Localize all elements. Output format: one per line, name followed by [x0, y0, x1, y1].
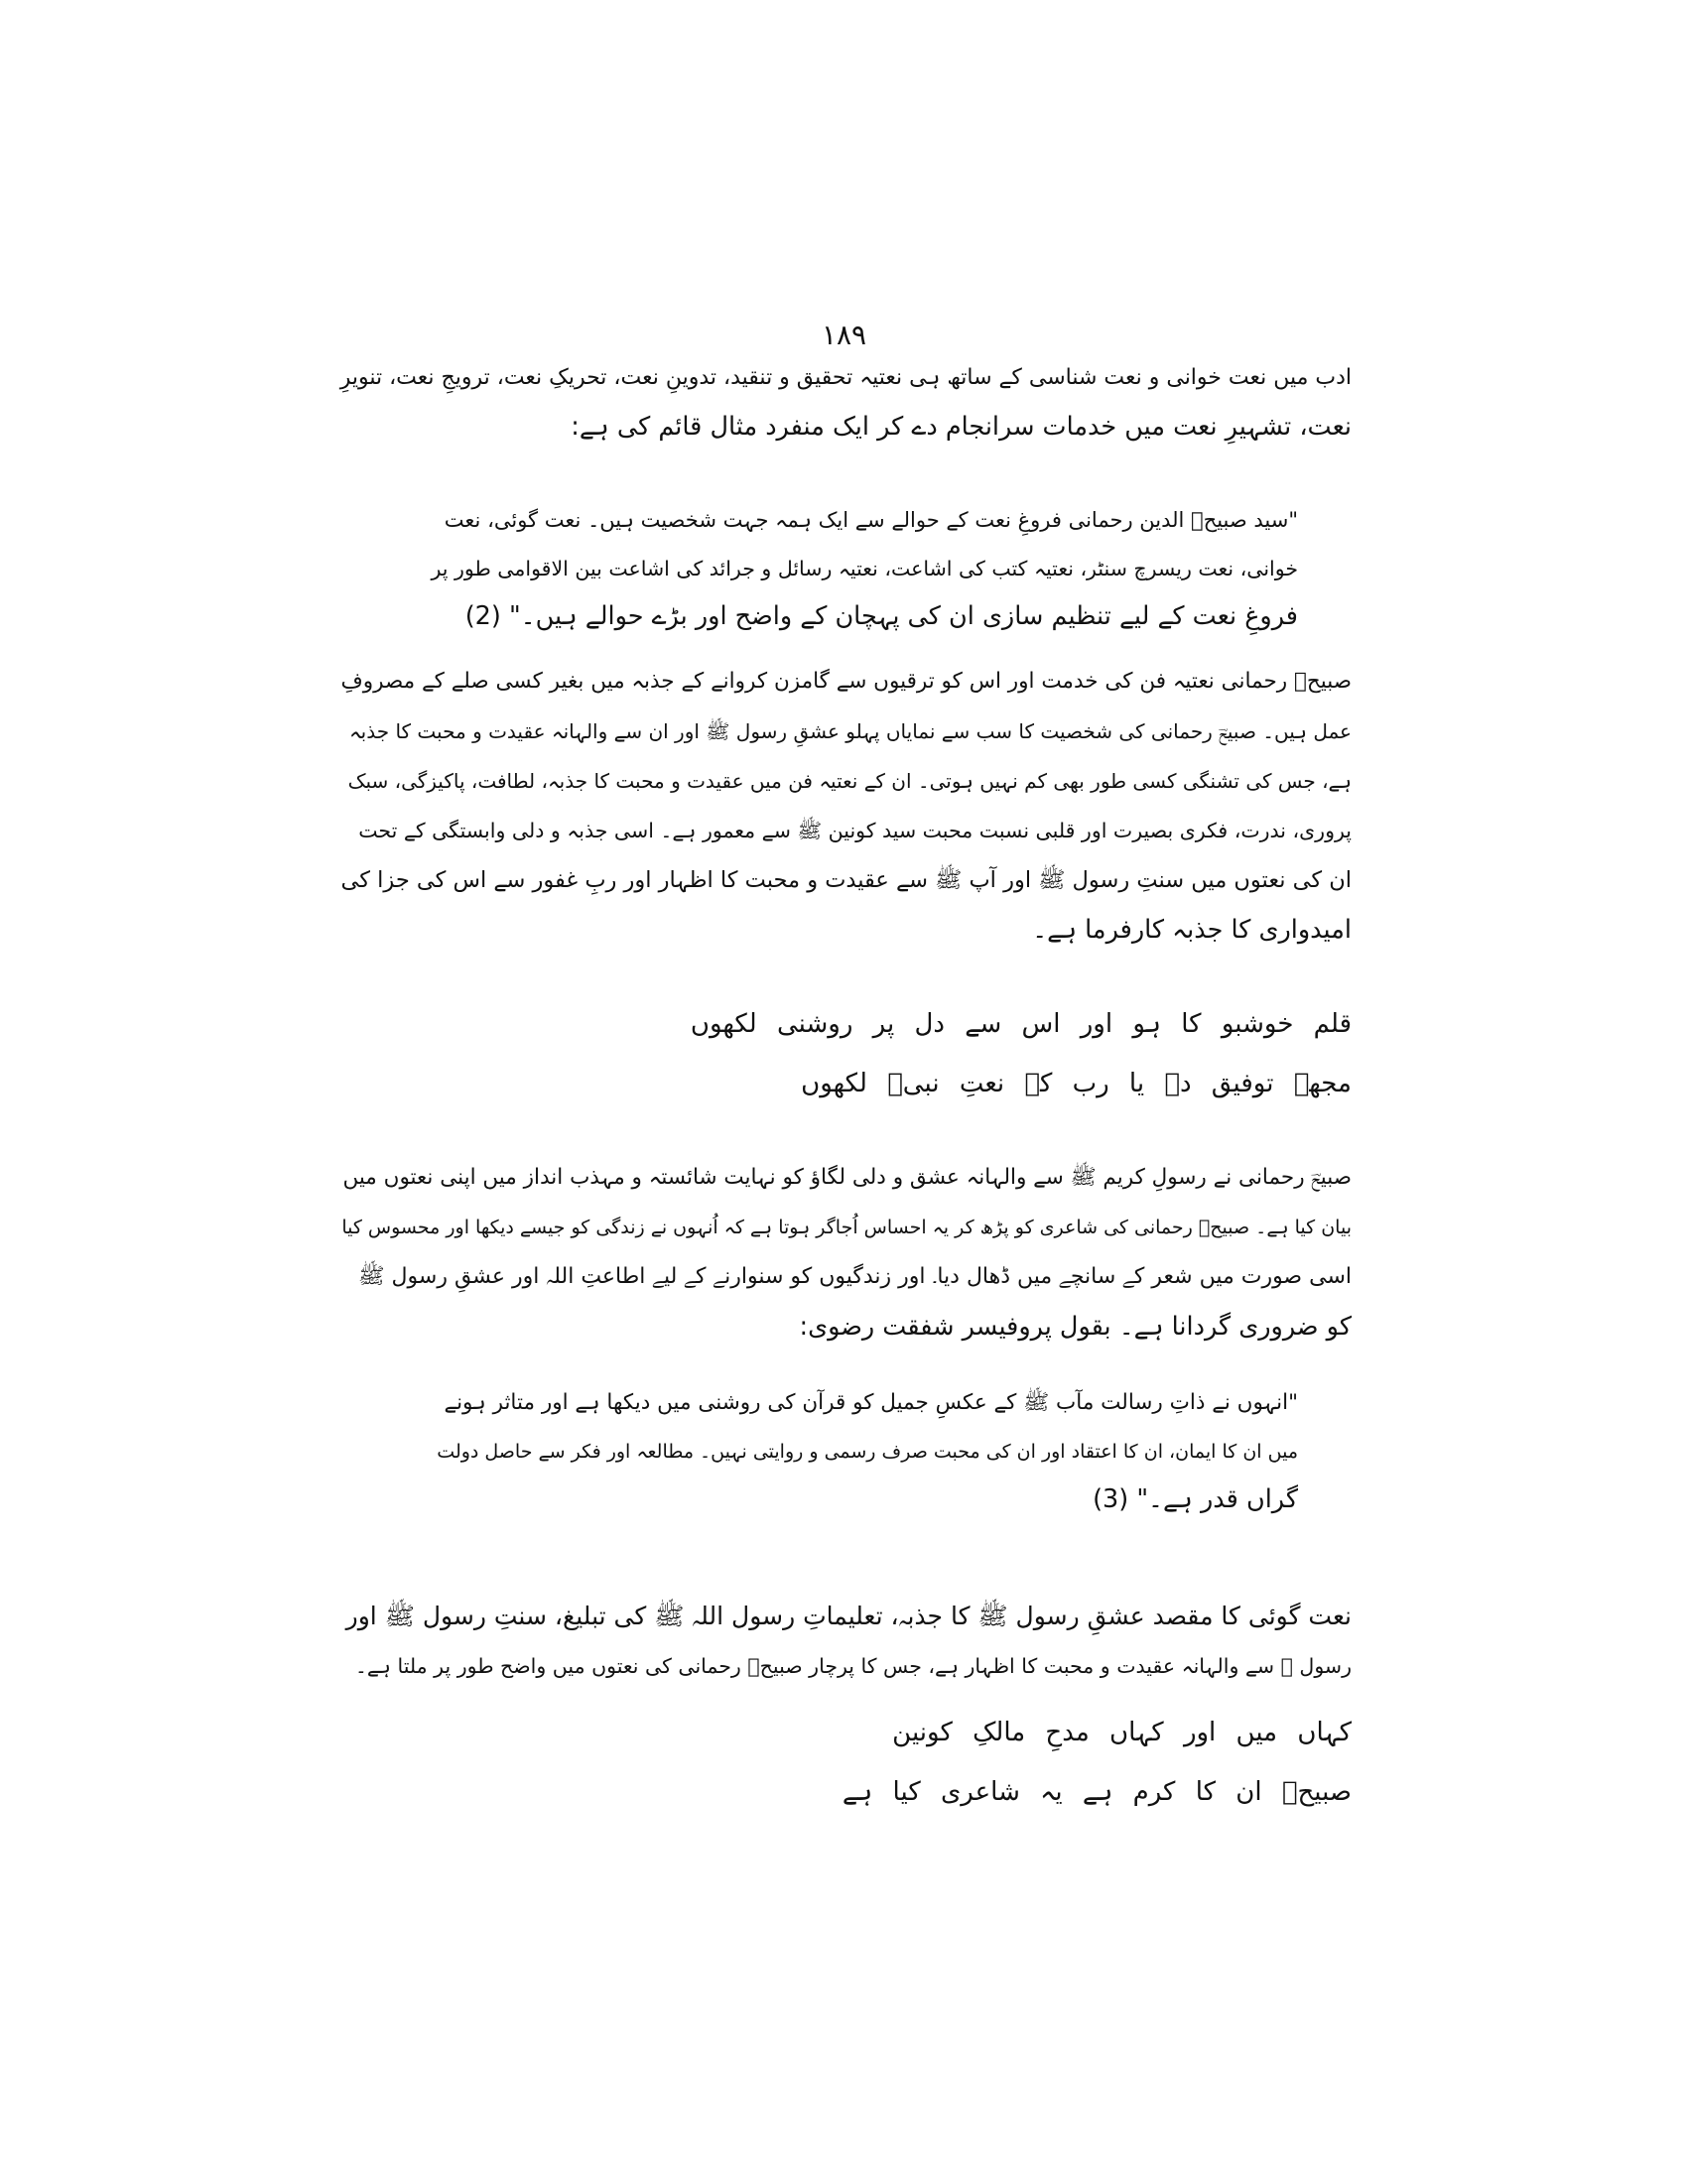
- page-number: ۱۸۹: [821, 319, 867, 351]
- paragraph-line: صبیحؔ رحمانی نعتیہ فن کی خدمت اور اس کو ترقیوں سے گامزن کروانے کے جذبہ میں بغیر کسی صلے کے مصروفِ: [340, 669, 1352, 694]
- paragraph-1: [337, 353, 1352, 451]
- paragraph-2: [337, 657, 1352, 955]
- paragraph-line: نعت، تشہیرِ نعت میں خدمات سرانجام دے کر ایک منفرد مثال قائم کی ہے:: [571, 411, 1352, 442]
- quote-line: میں ان کا ایمان، ان کا اعتقاد اور ان کی محبت صرف رسمی و روایتی نہیں۔ مطالعہ اور فکر سے حاصل دولت: [437, 1440, 1298, 1463]
- paragraph-line: پروری، ندرت، فکری بصیرت اور قلبی نسبت محبت سید کونین ﷺ سے معمور ہے۔ اسی جذبہ و دلی وابستگی کے تحت: [358, 819, 1352, 842]
- paragraph-line: نعت گوئی کا مقصد عشقِ رسول ﷺ کا جذبہ، تعلیماتِ رسول اللہ ﷺ کی تبلیغ، سنتِ رسول ﷺ اور: [345, 1602, 1352, 1630]
- verse-couplet-1: [337, 994, 1352, 1113]
- paragraph-line: امیدواری کا جذبہ کارفرما ہے۔: [1032, 915, 1352, 945]
- paragraph-line: صبیحؔ رحمانی نے رسولِ کریم ﷺ سے والہانہ عشق و دلی لگاؤ کو نہایت شائستہ و مہذب انداز میں اپنی نعتوں میں: [342, 1165, 1352, 1190]
- paragraph-line: کو ضروری گردانا ہے۔ بقول پروفیسر شفقت رضوی:: [799, 1312, 1352, 1342]
- paragraph-line: ادب میں نعت خوانی و نعت شناسی کے ساتھ ہی نعتیہ تحقیق و تنقید، تدوینِ نعت، تحریکِ نعت، ترویجِ نعت، تنویرِ: [339, 365, 1352, 390]
- paragraph-line: اسی صورت میں شعر کے سانچے میں ڈھال دیا۔ اور زندگیوں کو سنوارنے کے لیے اطاعتِ اللہ اور عشقِ رسول ﷺ: [357, 1264, 1352, 1289]
- quote-line: خوانی، نعت ریسرچ سنٹر، نعتیہ کتب کی اشاعت، نعتیہ رسائل و جرائد کی اشاعت بین الاقوامی طور پر: [431, 556, 1298, 580]
- quote-line: "سید صبیحؔ الدین رحمانی فروغِ نعت کے حوالے سے ایک ہمہ جہت شخصیت ہیں۔ نعت گوئی، نعت: [444, 508, 1298, 532]
- quote-line: "انہوں نے ذاتِ رسالت مآب ﷺ کے عکسِ جمیل کو قرآن کی روشنی میں دیکھا ہے اور متاثر ہونے: [444, 1390, 1298, 1415]
- block-quote-1: [425, 496, 1298, 641]
- paragraph-3: [337, 1153, 1352, 1351]
- verse-line: کہاں میں اور کہاں مدحِ مالکِ کونین: [892, 1718, 1352, 1747]
- block-quote-2: [425, 1379, 1298, 1524]
- paragraph-line: عمل ہیں۔ صبیحؔ رحمانی کی شخصیت کا سب سے نمایاں پہلو عشقِ رسول ﷺ اور ان سے والہانہ عقیدت و محبت کا جذبہ: [348, 719, 1352, 743]
- quote-line: گراں قدر ہے۔" (3): [1093, 1484, 1298, 1514]
- paragraph-line: ان کی نعتوں میں سنتِ رسول ﷺ اور آپ ﷺ سے عقیدت و محبت کا اظہار اور ربِ غفور سے اس کی جزا کی: [340, 867, 1352, 893]
- quote-line: فروغِ نعت کے لیے تنظیم سازی ان کی پہچان کے واضح اور بڑے حوالے ہیں۔" (2): [464, 601, 1298, 631]
- verse-line: صبیحؔ ان کا کرم ہے یہ شاعری کیا ہے: [842, 1777, 1352, 1807]
- paragraph-4: [337, 1592, 1352, 1691]
- paragraph-line: رسول ﷺ سے والہانہ عقیدت و محبت کا اظہار ہے، جس کا پرچار صبیحؔ رحمانی کی نعتوں میں واضح طور پر ملتا ہے۔: [354, 1654, 1352, 1678]
- verse-line: مجھے توفیق دے یا رب کہ نعتِ نبیؐ لکھوں: [801, 1069, 1352, 1098]
- verse-couplet-2: [337, 1703, 1352, 1822]
- verse-line: قلم خوشبو کا ہو اور اس سے دل پر روشنی لکھوں: [690, 1009, 1352, 1039]
- paragraph-line: ہے، جس کی تشنگی کسی طور بھی کم نہیں ہوتی۔ ان کے نعتیہ فن میں عقیدت و محبت کا جذبہ، لطافت، پاکیزگی، سبک: [347, 769, 1352, 793]
- paragraph-line: بیان کیا ہے۔ صبیحؔ رحمانی کی شاعری کو پڑھ کر یہ احساس اُجاگر ہوتا ہے کہ اُنہوں نے زندگی کو جیسے دیکھا اور محسوس کیا: [341, 1217, 1352, 1238]
